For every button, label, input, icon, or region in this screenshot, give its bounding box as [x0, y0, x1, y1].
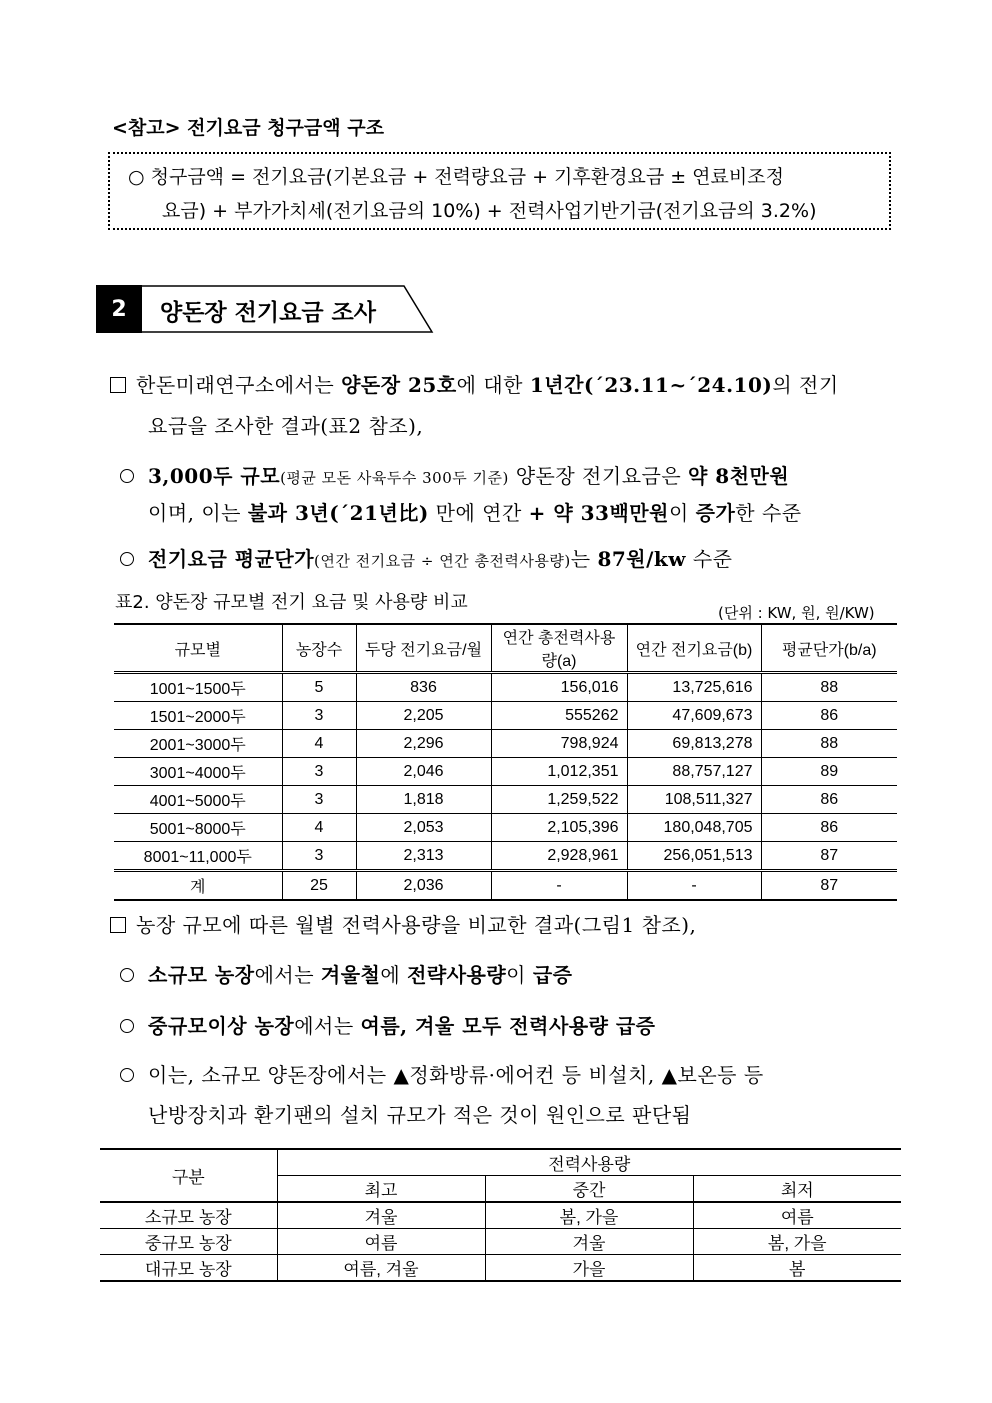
square-bullet-icon: [110, 377, 126, 393]
table-row: [114, 702, 897, 730]
table-row: [100, 1229, 901, 1255]
table-cell: 86: [761, 786, 897, 814]
table-cell: 3: [282, 758, 356, 786]
table-row: [114, 673, 897, 702]
table-2-header: 연간 총전력사용량(a): [491, 624, 627, 673]
paragraph-1-line-1: 한돈미래연구소에서는 양돈장 25호에 대한 1년간(´23.11~´24.10)의 전기: [110, 369, 839, 398]
table-cell: 87: [761, 871, 897, 901]
table-cell: 2,105,396: [491, 814, 627, 842]
table-cell: 47,609,673: [627, 702, 761, 730]
table-cell: 4: [282, 730, 356, 758]
table-cell: 555262: [491, 702, 627, 730]
paragraph-1-line-2: 요금을 조사한 결과(표2 참조),: [148, 414, 424, 438]
reference-line-1: ○ 청구금액 = 전기요금(기본요금 + 전력량요금 + 기후환경요금 ± 연료비조정: [128, 166, 784, 188]
table-cell: 3: [282, 842, 356, 871]
table-3-header-group: 전력사용량: [277, 1149, 901, 1176]
table-cell: 88: [761, 673, 897, 702]
table-cell: 88: [761, 730, 897, 758]
table-cell: 2,205: [356, 702, 491, 730]
square-bullet-icon: [110, 917, 126, 933]
table-2-header: 두당 전기요금/월: [356, 624, 491, 673]
table-cell: 봄: [693, 1255, 901, 1282]
table-cell: 86: [761, 702, 897, 730]
table-row: [100, 1255, 901, 1282]
table-cell: 88,757,127: [627, 758, 761, 786]
table-cell: 13,725,616: [627, 673, 761, 702]
table-row: [114, 730, 897, 758]
table-cell: 3: [282, 702, 356, 730]
table-cell: 2,313: [356, 842, 491, 871]
reference-box: [108, 152, 891, 230]
table-cell: 겨울: [485, 1229, 693, 1255]
table-cell: -: [627, 871, 761, 901]
table-cell: 2001~3000두: [114, 730, 282, 758]
table-cell: 2,036: [356, 871, 491, 901]
reference-line-2: 요금) + 부가가치세(전기요금의 10%) + 전력사업기반기금(전기요금의 3.2%): [162, 200, 817, 222]
table-2: [114, 623, 897, 901]
table-cell: 1,259,522: [491, 786, 627, 814]
table-2-unit: (단위 : KW, 원, 원/KW): [718, 604, 875, 622]
table-cell: 86: [761, 814, 897, 842]
table-total-row: [114, 871, 897, 901]
table-3-header: 최고: [277, 1176, 485, 1203]
table-cell: 대규모 농장: [100, 1255, 277, 1282]
section-number: 2: [96, 285, 142, 333]
table-2-header-row: [114, 624, 897, 673]
reference-title: <참고> 전기요금 청구금액 구조: [112, 117, 384, 139]
table-cell: 2,046: [356, 758, 491, 786]
table-cell: 156,016: [491, 673, 627, 702]
bullet-5-line-1: 이는, 소규모 양돈장에서는 ▲정화방류·에어컨 등 비설치, ▲보온등 등: [120, 1059, 764, 1088]
table-3-header: 최저: [693, 1176, 901, 1203]
circle-bullet-icon: [120, 552, 134, 566]
table-cell: 5001~8000두: [114, 814, 282, 842]
table-2-caption: 표2. 양돈장 규모별 전기 요금 및 사용량 비교: [115, 592, 468, 613]
table-2-header: 연간 전기요금(b): [627, 624, 761, 673]
table-2-header: 농장수: [282, 624, 356, 673]
bullet-3: 소규모 농장에서는 겨울철에 전략사용량이 급증: [120, 959, 573, 988]
table-cell: 봄, 가을: [485, 1202, 693, 1229]
table-cell: 89: [761, 758, 897, 786]
table-cell: 계: [114, 871, 282, 901]
table-row: [114, 758, 897, 786]
table-cell: 4: [282, 814, 356, 842]
table-cell: 69,813,278: [627, 730, 761, 758]
table-row: [100, 1202, 901, 1229]
table-cell: 5: [282, 673, 356, 702]
table-cell: -: [491, 871, 627, 901]
table-cell: 87: [761, 842, 897, 871]
table-cell: 소규모 농장: [100, 1202, 277, 1229]
table-cell: 1501~2000두: [114, 702, 282, 730]
table-cell: 3: [282, 786, 356, 814]
table-3-header-category: 구분: [100, 1149, 277, 1202]
bullet-2: 전기요금 평균단가(연간 전기요금 ÷ 연간 총전력사용량)는 87원/kw 수준: [120, 543, 732, 572]
table-cell: 봄, 가을: [693, 1229, 901, 1255]
section-title: 양돈장 전기요금 조사: [160, 300, 376, 326]
table-cell: 가을: [485, 1255, 693, 1282]
table-3-header: 중간: [485, 1176, 693, 1203]
table-cell: 4001~5000두: [114, 786, 282, 814]
table-cell: 798,924: [491, 730, 627, 758]
table-cell: 1,012,351: [491, 758, 627, 786]
table-cell: 8001~11,000두: [114, 842, 282, 871]
table-cell: 836: [356, 673, 491, 702]
table-cell: 25: [282, 871, 356, 901]
table-cell: 2,053: [356, 814, 491, 842]
table-cell: 여름, 겨울: [277, 1255, 485, 1282]
table-cell: 2,296: [356, 730, 491, 758]
bullet-4: 중규모이상 농장에서는 여름, 겨울 모두 전력사용량 급증: [120, 1010, 656, 1039]
bullet-1-line-2: 이며, 이는 불과 3년(´21년比) 만에 연간 + 약 33백만원이 증가한 수준: [148, 501, 802, 525]
table-3: [100, 1148, 901, 1282]
paragraph-2: 농장 규모에 따른 월별 전력사용량을 비교한 결과(그림1 참조),: [110, 909, 696, 938]
table-cell: 여름: [277, 1229, 485, 1255]
bullet-5-line-2: 난방장치과 환기팬의 설치 규모가 적은 것이 원인으로 판단됨: [148, 1103, 692, 1127]
circle-bullet-icon: [120, 968, 134, 982]
table-2-header: 규모별: [114, 624, 282, 673]
table-cell: 2,928,961: [491, 842, 627, 871]
table-row: [114, 786, 897, 814]
table-cell: 3001~4000두: [114, 758, 282, 786]
table-cell: 여름: [693, 1202, 901, 1229]
table-cell: 256,051,513: [627, 842, 761, 871]
table-cell: 1001~1500두: [114, 673, 282, 702]
table-cell: 108,511,327: [627, 786, 761, 814]
bullet-1-line-1: 3,000두 규모(평균 모돈 사육두수 300두 기준) 양돈장 전기요금은 약 8천만원: [120, 460, 789, 489]
table-cell: 1,818: [356, 786, 491, 814]
table-cell: 180,048,705: [627, 814, 761, 842]
circle-bullet-icon: [120, 1019, 134, 1033]
table-2-header: 평균단가(b/a): [761, 624, 897, 673]
table-row: [114, 814, 897, 842]
table-row: [114, 842, 897, 871]
circle-bullet-icon: [120, 1068, 134, 1082]
table-cell: 겨울: [277, 1202, 485, 1229]
table-cell: 중규모 농장: [100, 1229, 277, 1255]
circle-bullet-icon: [120, 469, 134, 483]
